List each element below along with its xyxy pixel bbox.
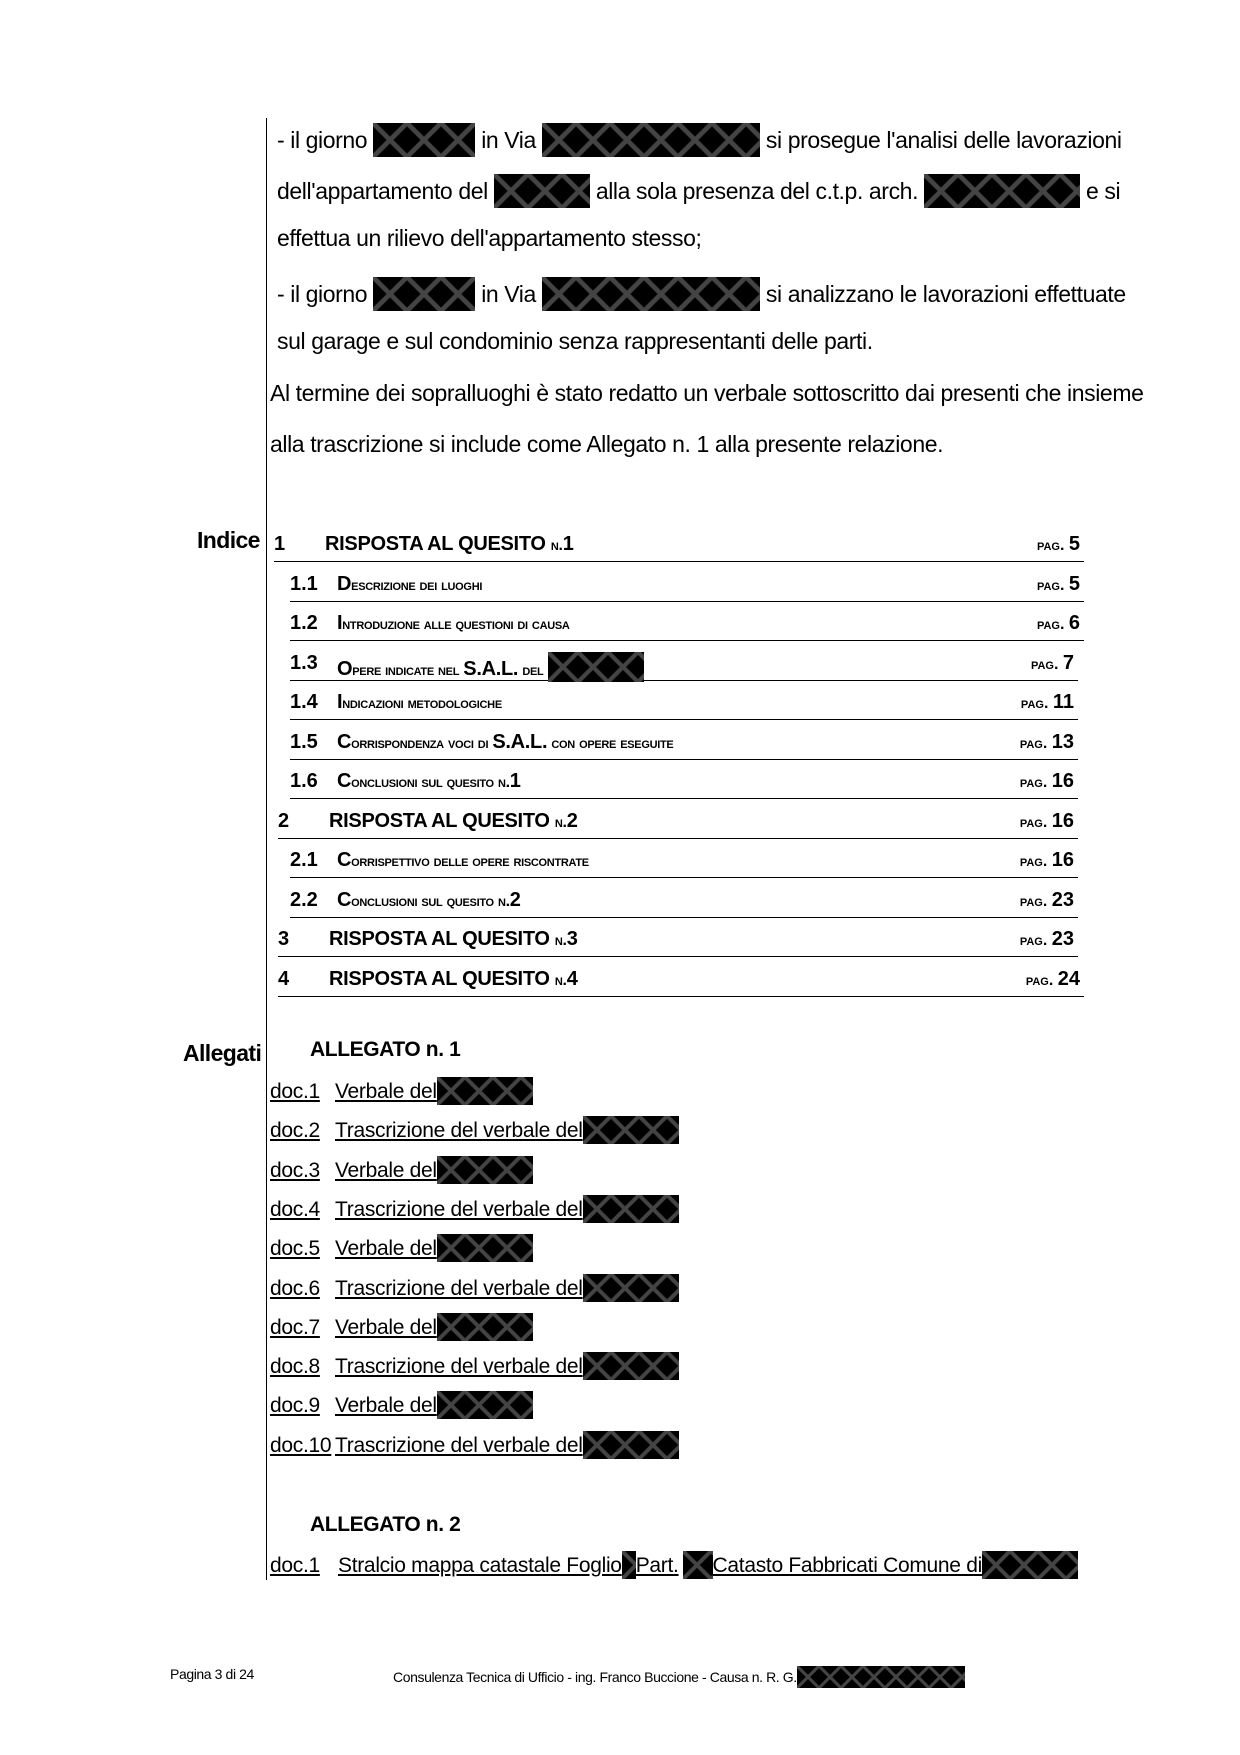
redaction-block	[437, 1234, 533, 1262]
doc-number: doc.9	[270, 1394, 320, 1418]
toc-number: 2.1	[290, 849, 318, 871]
body-line-2	[277, 174, 1120, 208]
doc-text-part: Part.	[635, 1554, 679, 1577]
toc-number: 1.6	[290, 770, 318, 792]
toc-page-number: 16	[1051, 810, 1074, 832]
text-fragment: sul garage e sul condominio senza rappresentanti delle parti.	[277, 328, 873, 354]
redaction-block	[373, 277, 475, 311]
allegato-2-heading: ALLEGATO n. 2	[310, 1513, 461, 1536]
toc-title-main: I	[337, 691, 343, 713]
text-fragment: si analizzano le lavorazioni effettuate	[765, 281, 1126, 307]
text-fragment: dell'appartamento del	[277, 178, 494, 204]
doc-text: Verbale del	[335, 1237, 437, 1261]
toc-page-number: 23	[1051, 928, 1074, 950]
text-fragment: alla trascrizione si include come Allegato n. 1 alla presente relazione.	[270, 431, 944, 457]
allegato-doc[interactable]	[270, 1156, 533, 1184]
redaction-block	[437, 1156, 533, 1184]
redaction-block	[437, 1391, 533, 1419]
toc-entry[interactable]	[278, 928, 1078, 957]
redaction-block	[583, 1116, 679, 1144]
toc-title-smallcaps: escrizione dei luoghi	[351, 577, 483, 594]
toc-page	[1020, 810, 1074, 833]
toc-page-prefix: pag.	[1036, 616, 1069, 633]
toc-title-tail: S.A.L.	[492, 731, 548, 753]
redaction-block	[373, 123, 475, 157]
toc-page	[1020, 731, 1074, 754]
toc-title-smallcaps: ntroduzione alle questioni di causa	[342, 616, 570, 633]
text-fragment: - il giorno	[277, 127, 374, 153]
redaction-block	[542, 277, 760, 311]
footer-text: Consulenza Tecnica di Ufficio - ing. Franco Buccione - Causa n. R. G.	[393, 1669, 797, 1685]
redaction-block	[548, 652, 644, 682]
doc-text: Verbale del	[335, 1158, 437, 1182]
doc-text: Trascrizione del verbale del	[335, 1197, 583, 1221]
body-line-5	[277, 328, 873, 355]
doc-text: Stralcio mappa catastale Foglio	[338, 1554, 622, 1577]
redaction-block	[622, 1551, 636, 1579]
text-fragment: Al termine dei sopralluoghi è stato redatto un verbale sottoscritto dai presenti che insieme	[270, 380, 1144, 406]
toc-title-smallcaps: onclusioni sul quesito n.	[351, 893, 510, 910]
toc-page-prefix: pag.	[1019, 853, 1052, 870]
toc-page	[1037, 612, 1080, 635]
toc-number: 1	[274, 533, 286, 555]
toc-page-prefix: pag.	[1019, 774, 1052, 791]
allegato-doc[interactable]	[270, 1234, 533, 1262]
toc-page	[1020, 849, 1074, 872]
redaction-block	[542, 123, 760, 157]
redaction-block	[583, 1431, 679, 1459]
doc-text: Trascrizione del verbale del	[335, 1433, 583, 1457]
allegato-doc[interactable]	[270, 1274, 679, 1302]
redaction-block	[583, 1274, 679, 1302]
toc-page	[1020, 928, 1074, 951]
toc-number: 2.2	[290, 889, 318, 911]
redaction-block	[982, 1551, 1078, 1579]
doc-number: doc.1	[270, 1080, 320, 1103]
toc-number: 1.3	[290, 652, 318, 674]
allegato-1-heading: ALLEGATO n. 1	[310, 1038, 461, 1061]
allegato-doc[interactable]	[270, 1313, 533, 1341]
toc-title-smallcaps: orrispettivo delle opere riscontrate	[351, 853, 589, 870]
toc-page-number: 23	[1051, 889, 1074, 911]
toc-title-main: I	[337, 612, 343, 634]
toc-page-number: 24	[1057, 968, 1080, 990]
toc-entry[interactable]	[290, 652, 1078, 681]
toc-page-prefix: pag.	[1019, 932, 1052, 949]
toc-page-number: 16	[1051, 770, 1074, 792]
toc-number: 4	[278, 968, 290, 990]
toc-number: 2	[278, 810, 290, 832]
body-line-4	[277, 277, 1126, 311]
toc-title-smallcaps-2: del	[518, 662, 548, 679]
doc-number: doc.4	[270, 1197, 320, 1221]
toc-title	[337, 849, 589, 872]
allegati-label: Allegati	[183, 1040, 262, 1066]
doc-number: doc.5	[270, 1237, 320, 1261]
toc-title-main: C	[337, 849, 352, 871]
text-fragment: effettua un rilievo dell'appartamento stesso;	[277, 225, 702, 251]
doc-text: Verbale del	[335, 1394, 437, 1418]
footer-page-number: Pagina 3 di 24	[170, 1666, 254, 1682]
toc-page-number: 11	[1052, 691, 1074, 713]
toc-title	[329, 968, 578, 991]
toc-page-prefix: pag.	[1020, 695, 1053, 712]
toc-number: 1.1	[290, 573, 318, 595]
index-label: Indice	[197, 527, 260, 553]
toc-number: 1.4	[290, 691, 318, 713]
doc-number: doc.6	[270, 1276, 320, 1300]
doc-number: doc.7	[270, 1315, 320, 1339]
toc-title-smallcaps: n.	[554, 814, 567, 831]
toc-page	[1031, 652, 1074, 675]
toc-entry[interactable]	[290, 573, 1084, 602]
body-line-3	[277, 225, 702, 252]
left-margin-rule	[266, 118, 267, 1580]
allegato-doc[interactable]	[270, 1195, 679, 1223]
allegato-2-doc-1	[270, 1551, 1078, 1579]
toc-page-prefix: pag.	[1025, 972, 1058, 989]
toc-page-number: 16	[1051, 849, 1074, 871]
toc-title-main: C	[337, 731, 352, 753]
allegato-doc[interactable]	[270, 1116, 679, 1144]
redaction-block	[494, 174, 590, 208]
doc-text: Verbale del	[335, 1315, 437, 1339]
doc-number: doc.10	[270, 1433, 332, 1457]
toc-title-smallcaps: ndicazioni metodologiche	[342, 695, 502, 712]
toc-number: 1.5	[290, 731, 318, 753]
toc-title-tail: 3	[566, 928, 578, 950]
toc-page-prefix: pag.	[1036, 577, 1069, 594]
toc-title-smallcaps: n.	[554, 972, 567, 989]
toc-title	[337, 612, 570, 635]
doc-text: Trascrizione del verbale del	[335, 1119, 583, 1143]
allegato-doc[interactable]	[270, 1391, 533, 1419]
toc-entry[interactable]	[274, 533, 1084, 562]
toc-title-main: D	[337, 573, 352, 595]
redaction-block	[583, 1352, 679, 1380]
toc-entry[interactable]	[290, 889, 1078, 918]
doc-text: Verbale del	[335, 1080, 437, 1103]
toc-page	[1021, 691, 1074, 714]
toc-title	[325, 533, 574, 556]
toc-title-smallcaps: n.	[550, 537, 563, 554]
toc-page-number: 5	[1068, 533, 1080, 555]
toc-title	[337, 770, 521, 793]
toc-title-smallcaps-2: con opere eseguite	[547, 735, 674, 752]
toc-entry[interactable]	[290, 849, 1078, 878]
doc-text: Trascrizione del verbale del	[335, 1276, 583, 1300]
redaction-block	[437, 1313, 533, 1341]
text-fragment: alla sola presenza del c.t.p. arch.	[595, 178, 925, 204]
toc-number: 1.2	[290, 612, 318, 634]
toc-title-tail: S.A.L.	[463, 658, 519, 680]
redaction-block	[583, 1195, 679, 1223]
toc-entry[interactable]	[290, 731, 1078, 760]
toc-title-smallcaps: orrispondenza voci di	[351, 735, 493, 752]
doc-number: doc.1	[270, 1554, 320, 1577]
doc-number: doc.8	[270, 1355, 320, 1379]
toc-title-smallcaps: n.	[554, 932, 567, 949]
toc-entry[interactable]	[278, 810, 1078, 839]
toc-title-main: C	[337, 889, 352, 911]
doc-text: Trascrizione del verbale del	[335, 1355, 583, 1379]
toc-page-prefix: pag.	[1019, 893, 1052, 910]
toc-number: 3	[278, 928, 290, 950]
text-fragment: si prosegue l'analisi delle lavorazioni	[765, 127, 1122, 153]
doc-number: doc.2	[270, 1119, 320, 1143]
redaction-block	[683, 1551, 713, 1579]
toc-page	[1037, 533, 1080, 556]
toc-title-main: RISPOSTA AL QUESITO	[329, 968, 555, 990]
toc-title	[329, 928, 578, 951]
toc-title-main: C	[337, 770, 352, 792]
toc-title-main: RISPOSTA AL QUESITO	[329, 928, 555, 950]
toc-page-number: 5	[1068, 573, 1080, 595]
toc-entry[interactable]	[290, 691, 1078, 720]
allegato-doc[interactable]	[270, 1431, 679, 1459]
allegato-doc[interactable]	[270, 1077, 533, 1105]
toc-page	[1037, 573, 1080, 596]
toc-title-smallcaps: pere indicate nel	[352, 662, 464, 679]
toc-title	[337, 691, 502, 714]
doc-number: doc.3	[270, 1158, 320, 1182]
toc-page-prefix: pag.	[1030, 656, 1063, 673]
footer-center-text	[393, 1666, 965, 1688]
toc-title-tail: 1	[562, 533, 574, 555]
toc-title	[337, 652, 644, 682]
toc-title-tail: 4	[566, 968, 578, 990]
toc-page	[1020, 889, 1074, 912]
toc-page-prefix: pag.	[1019, 814, 1052, 831]
body-line-1	[277, 123, 1122, 157]
doc-text-catasto: Catasto Fabbricati Comune di	[712, 1554, 982, 1577]
toc-title	[337, 731, 673, 754]
text-fragment: in Via	[481, 281, 542, 307]
toc-title-main: RISPOSTA AL QUESITO	[325, 533, 551, 555]
toc-entry[interactable]	[290, 770, 1078, 799]
toc-title-tail: 2	[566, 810, 578, 832]
toc-page-number: 6	[1068, 612, 1080, 634]
toc-title	[337, 573, 482, 596]
text-fragment: - il giorno	[277, 281, 374, 307]
toc-page	[1020, 770, 1074, 793]
toc-page-prefix: pag.	[1019, 735, 1052, 752]
toc-entry[interactable]	[278, 968, 1084, 997]
toc-title-tail: 2	[509, 889, 521, 911]
toc-title	[329, 810, 578, 833]
toc-entry[interactable]	[290, 612, 1084, 641]
redaction-block	[437, 1077, 533, 1105]
body-line-7	[270, 431, 943, 458]
toc-title-main: O	[337, 658, 353, 680]
toc-title-main: RISPOSTA AL QUESITO	[329, 810, 555, 832]
redaction-block	[924, 174, 1080, 208]
toc-title-tail: 1	[509, 770, 521, 792]
allegato-doc[interactable]	[270, 1352, 679, 1380]
text-fragment: e si	[1086, 178, 1121, 204]
body-line-6	[270, 380, 1143, 407]
toc-title-smallcaps: onclusioni sul quesito n.	[351, 774, 510, 791]
toc-page-prefix: pag.	[1036, 537, 1069, 554]
toc-page	[1026, 968, 1080, 991]
text-fragment: in Via	[481, 127, 542, 153]
redaction-block	[797, 1666, 965, 1688]
toc-page-number: 13	[1051, 731, 1074, 753]
toc-page-number: 7	[1062, 652, 1074, 674]
toc-title	[337, 889, 521, 912]
